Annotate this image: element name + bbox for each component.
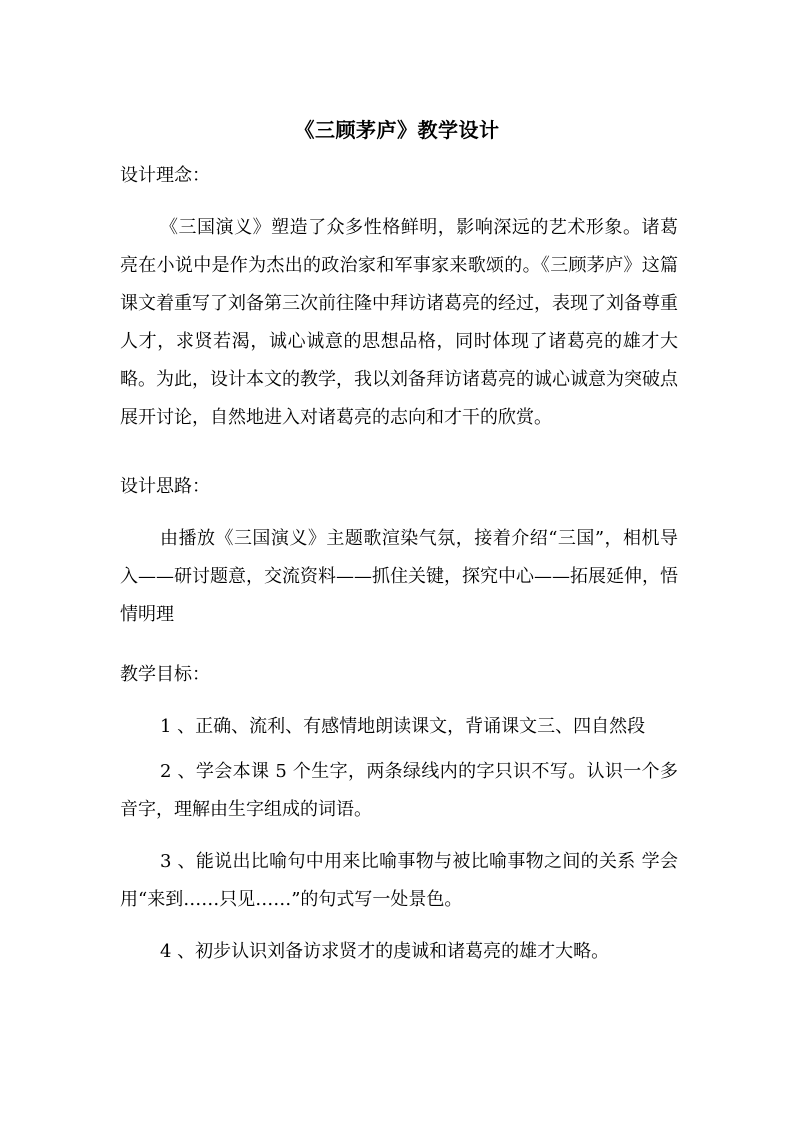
document-title: 《三顾茅庐》教学设计 <box>294 118 500 142</box>
goal-item: 4 、初步认识刘备访求贤才的虔诚和诸葛亮的雄才大略。 <box>160 941 610 962</box>
section-heading-approach: 设计思路： <box>120 476 210 497</box>
goal-item: 3 、能说出比喻句中用来比喻事物与被比喻事物之间的关系 学会用“来到……只见……”的句式写一处景色。 <box>120 851 678 910</box>
goal-item: 2 、学会本课 5 个生字，两条绿线内的字只识不写。认识一个多音字，理解由生字组成的词语。 <box>120 761 678 820</box>
section-heading-goals: 教学目标： <box>120 664 210 685</box>
goal-item: 1 、正确、流利、有感情地朗读课文，背诵课文三、四自然段 <box>160 716 646 737</box>
section-heading-concept: 设计理念： <box>120 165 210 186</box>
approach-paragraph: 由播放《三国演义》主题歌渲染气氛，接着介绍“三国”，相机导入——研讨题意，交流资料——抓住关键，探究中心——拓展延伸，悟情明理 <box>120 528 678 625</box>
concept-paragraph: 《三国演义》塑造了众多性格鲜明，影响深远的艺术形象。诸葛亮在小说中是作为杰出的政治家和军事家来歌颂的。《三顾茅庐》这篇课文着重写了刘备第三次前往隆中拜访诸葛亮的经过，表现了刘备尊重人才，求贤若渴，诚心诚意的思想品格，同时体现了诸葛亮的雄才大略。为此，设计本文的教学，我以刘备拜访诸葛亮的诚心诚意为突破点展开讨论，自然地进入对诸葛亮的志向和才干的欣赏。 <box>120 217 678 428</box>
